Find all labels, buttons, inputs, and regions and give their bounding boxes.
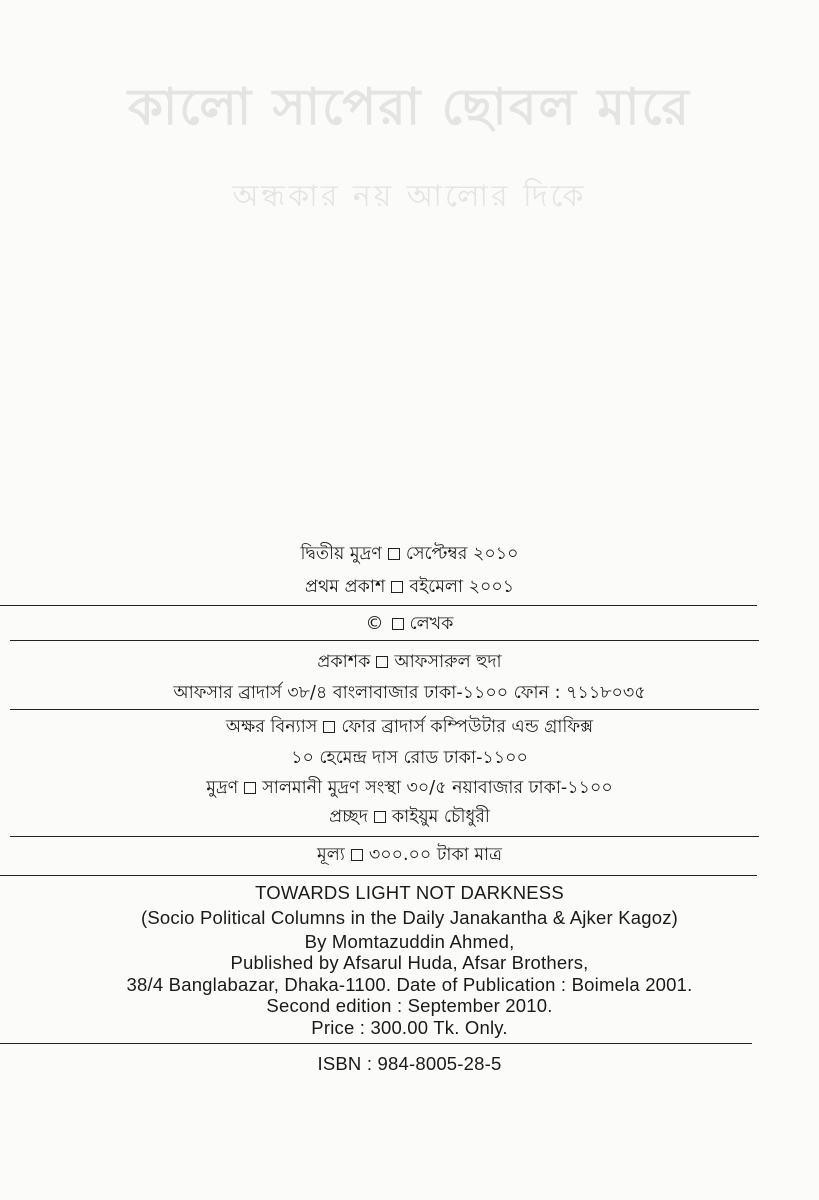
divider (10, 836, 759, 837)
english-price: Price : 300.00 Tk. Only. (311, 1017, 508, 1038)
first-published-line (0, 574, 819, 603)
divider (10, 709, 759, 710)
divider (0, 875, 757, 876)
english-edition: Second edition : September 2010. (266, 995, 553, 1016)
square-separator-icon (323, 721, 335, 733)
first-published-label: প্রথম প্রকাশ (304, 577, 386, 597)
typesetting-label: অক্ষর বিন্যাস (225, 717, 318, 737)
publisher-name: আফসারুল হুদা (394, 652, 502, 672)
square-separator-icon (392, 618, 404, 630)
price-line (0, 842, 819, 871)
english-author: By Momtazuddin Ahmed, (304, 931, 515, 952)
copyright-icon: © (365, 613, 384, 634)
square-separator-icon (391, 581, 403, 593)
cover-label: প্রচ্ছদ (329, 807, 368, 827)
english-address: 38/4 Banglabazar, Dhaka-1100. Date of Publication : Boimela 2001. (126, 974, 693, 995)
square-separator-icon (388, 548, 400, 560)
divider (10, 640, 759, 641)
publisher-line (0, 649, 819, 678)
typesetting-value: ফোর ব্রাদার্স কম্পিউটার এন্ড গ্রাফিক্স (341, 717, 594, 737)
second-printing-value: সেপ্টেম্বর ২০১০ (405, 544, 519, 564)
english-subtitle: (Socio Political Columns in the Daily Janakantha & Ajker Kagoz) (140, 907, 679, 928)
publisher-address: আফসার ব্রাদার্স ৩৮/৪ বাংলাবাজার ঢাকা-১১০০ ফোন : ৭১১৮০৩৫ (173, 683, 646, 703)
divider (0, 1043, 752, 1044)
isbn: ISBN : 984-8005-28-5 (317, 1053, 502, 1074)
second-printing-label: দ্বিতীয় মুদ্রণ (300, 544, 382, 564)
printer-line (0, 775, 819, 804)
cover-designer: কাইয়ুম চৌধুরী (391, 807, 490, 827)
square-separator-icon (376, 656, 388, 668)
square-separator-icon (351, 849, 363, 861)
cover-line (0, 804, 819, 833)
typesetting-address: ১০ হেমেন্দ্র দাস রোড ঢাকা-১১০০ (291, 748, 528, 768)
copyright-holder: লেখক (409, 614, 454, 634)
price-value: ৩০০.০০ টাকা মাত্র (368, 845, 502, 865)
faded-show-through-subtitle: অন্ধকার নয় আলোর দিকে (232, 179, 587, 214)
price-label: মূল্য (316, 845, 345, 865)
typesetting-line (0, 714, 819, 743)
english-publisher: Published by Afsarul Huda, Afsar Brothers, (230, 952, 589, 973)
printer-value: সালমানী মুদ্রণ সংস্থা ৩০/৫ নয়াবাজার ঢাকা-১১০০ (262, 778, 613, 798)
english-title: TOWARDS LIGHT NOT DARKNESS (255, 882, 564, 903)
faded-show-through-title: কালো সাপেরা ছোবল মারে (127, 77, 692, 136)
square-separator-icon (374, 811, 386, 823)
square-separator-icon (244, 782, 256, 794)
publisher-label: প্রকাশক (317, 652, 371, 672)
printer-label: মুদ্রণ (206, 778, 239, 798)
divider (0, 605, 757, 606)
first-published-value: বইমেলা ২০০১ (409, 577, 515, 597)
second-printing-line (0, 541, 819, 570)
copyright-line (0, 611, 819, 640)
